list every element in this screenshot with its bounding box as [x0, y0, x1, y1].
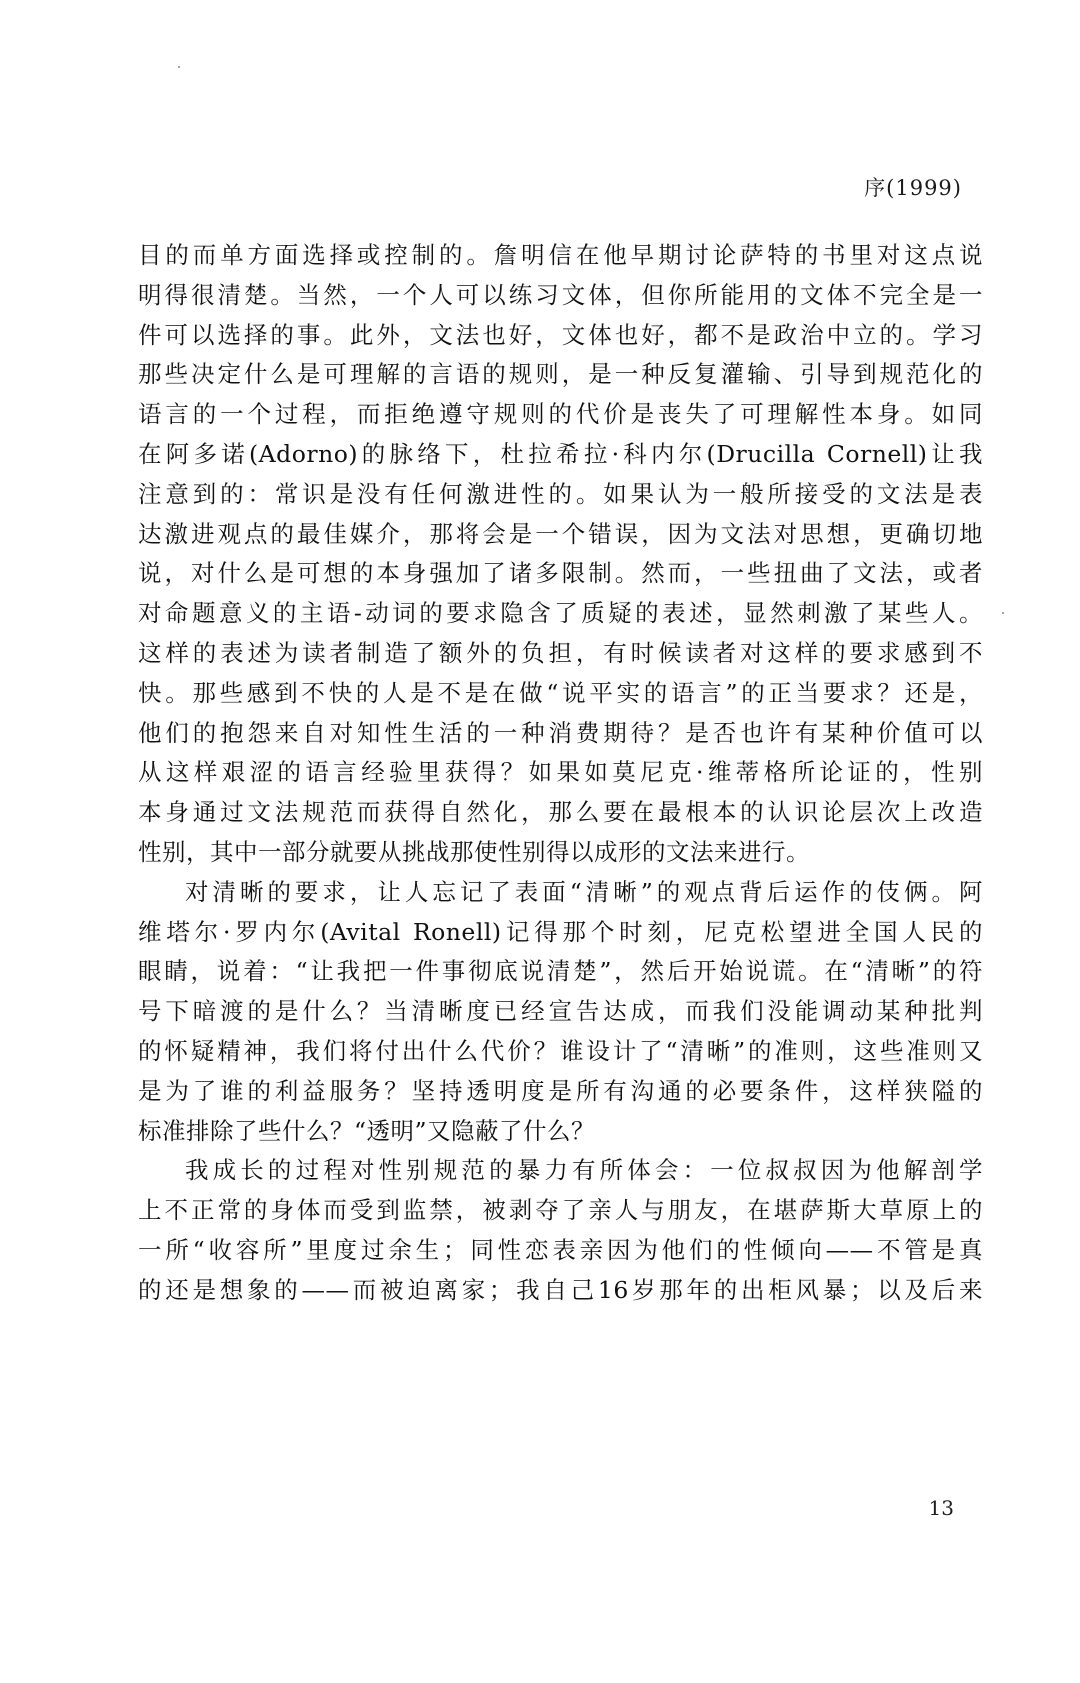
text-line: 他们的抱怨来自对知性生活的一种消费期待？是否也许有某种价值可以	[138, 718, 983, 747]
text-line: 那些决定什么是可理解的言语的规则，是一种反复灌输、引导到规范化的	[138, 360, 983, 389]
text-line: 性别，其中一部分就要从挑战那使性别得以成形的文法来进行。	[138, 837, 810, 866]
text-line: 说，对什么是可想的本身强加了诸多限制。然而，一些扭曲了文法，或者	[138, 559, 983, 588]
scan-speck	[178, 66, 180, 68]
page-number: 13	[928, 1496, 954, 1520]
text-line: 这样的表述为读者制造了额外的负担，有时候读者对这样的要求感到不	[138, 638, 983, 667]
text-line: 标准排除了些什么？“透明”又隐蔽了什么？	[138, 1116, 596, 1145]
text-line: 是为了谁的利益服务？坚持透明度是所有沟通的必要条件，这样狭隘的	[138, 1076, 983, 1105]
text-line: 达激进观点的最佳媒介，那将会是一个错误，因为文法对思想，更确切地	[138, 519, 983, 548]
text-line: 一所“收容所”里度过余生；同性恋表亲因为他们的性倾向——不管是真	[138, 1235, 983, 1264]
text-line: 的怀疑精神，我们将付出什么代价？谁设计了“清晰”的准则，这些准则又	[138, 1036, 983, 1065]
paragraph-2	[138, 873, 983, 1152]
body-text	[138, 236, 983, 1311]
text-line: 我成长的过程对性别规范的暴力有所体会：一位叔叔因为他解剖学	[185, 1156, 983, 1185]
text-line: 在阿多诺(Adorno)的脉络下，杜拉希拉·科内尔(Drucilla Cornell)让我	[138, 439, 983, 468]
paragraph-3	[138, 1151, 983, 1310]
text-line: 眼睛，说着：“让我把一件事彻底说清楚”，然后开始说谎。在“清晰”的符	[138, 957, 983, 986]
text-line: 的还是想象的——而被迫离家；我自己16岁那年的出柜风暴；以及后来	[138, 1275, 983, 1304]
text-line: 件可以选择的事。此外，文法也好，文体也好，都不是政治中立的。学习	[138, 320, 983, 349]
text-line: 明得很清楚。当然，一个人可以练习文体，但你所能用的文体不完全是一	[138, 280, 983, 309]
paragraph-1	[138, 236, 983, 873]
text-line: 对清晰的要求，让人忘记了表面“清晰”的观点背后运作的伎俩。阿	[185, 877, 983, 906]
running-header: 序(1999)	[864, 176, 962, 200]
text-line: 快。那些感到不快的人是不是在做“说平实的语言”的正当要求？还是，	[138, 678, 983, 707]
text-line: 上不正常的身体而受到监禁，被剥夺了亲人与朋友，在堪萨斯大草原上的	[138, 1196, 983, 1225]
text-line: 注意到的：常识是没有任何激进性的。如果认为一般所接受的文法是表	[138, 479, 983, 508]
text-line: 本身通过文法规范而获得自然化，那么要在最根本的认识论层次上改造	[138, 798, 983, 827]
text-line: 号下暗渡的是什么？当清晰度已经宣告达成，而我们没能调动某种批判	[138, 997, 983, 1026]
text-line: 维塔尔·罗内尔(Avital Ronell)记得那个时刻，尼克松望进全国人民的	[138, 917, 983, 946]
text-line: 从这样艰涩的语言经验里获得？如果如莫尼克·维蒂格所论证的，性别	[138, 758, 983, 787]
text-line: 目的而单方面选择或控制的。詹明信在他早期讨论萨特的书里对这点说	[138, 241, 983, 269]
text-line: 语言的一个过程，而拒绝遵守规则的代价是丧失了可理解性本身。如同	[138, 400, 983, 429]
text-line: 对命题意义的主语-动词的要求隐含了质疑的表述，显然刺激了某些人。	[138, 599, 983, 628]
scan-speck	[1002, 612, 1004, 614]
